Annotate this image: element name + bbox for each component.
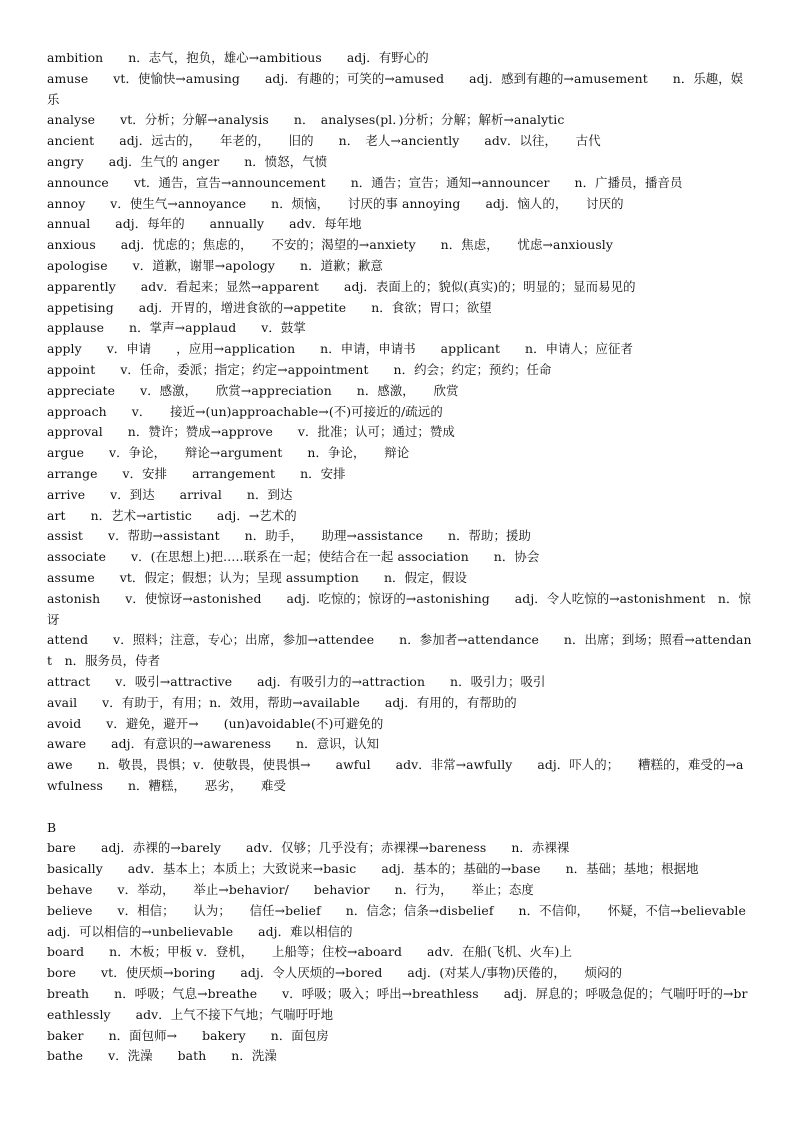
vocab-entry-avoid: avoid v．避免，避开→ (un)avoidable(不)可避免的 <box>47 715 384 731</box>
vocab-entry-ancient: ancient adj．远古的， 年老的， 旧的 n． 老人→anciently adv．以往， 古代 <box>47 133 601 149</box>
vocab-entry-associate: associate v．(在思想上)把…..联系在一起；使结合在一起 association n．协会 <box>47 549 540 565</box>
vocab-entry-applause: applause n．掌声→applaud v．鼓掌 <box>47 320 306 336</box>
vocab-entry-assist: assist v．帮助→assistant n．助手， 助理→assistance n．帮助；援助 <box>47 528 532 544</box>
section-letter-b: B <box>47 819 57 835</box>
vocab-entry-argue: argue v．争论， 辩论→argument n．争论， 辩论 <box>47 445 410 461</box>
vocab-entry-art: art n．艺术→artistic adj．→艺术的 <box>47 507 297 523</box>
vocab-entry-assume: assume vt．假定；假想；认为；呈现 assumption n．假定，假设 <box>47 569 468 585</box>
vocab-entry-behave: behave v．举动， 举止→behavior/ behavior n．行为， 举止；态度 <box>47 882 534 898</box>
document-page <box>47 48 771 1067</box>
vocab-entry-angry: angry adj．生气的 anger n．愤怒，气愤 <box>47 153 328 169</box>
vocab-entry-apply: apply v．申请 ，应用→application n．申请，申请书 applicant n．申请人；应征者 <box>47 341 634 357</box>
vocab-entry-appoint: appoint v．任命，委派；指定；约定→appointment n．约会；约定；预约；任命 <box>47 361 552 377</box>
vocab-entry-arrive: arrive v．到达 arrival n．到达 <box>47 486 293 502</box>
vocab-entry-bare: bare adj．赤裸的→barely adv．仅够；几乎没有；赤裸裸→bareness n．赤裸裸 <box>47 840 570 856</box>
vocab-entry-aware: aware adj．有意识的→awareness n．意识，认知 <box>47 736 380 752</box>
vocab-entry-awe: awe n．敬畏，畏惧；v．使敬畏，使畏惧→ awful adv．非常→awfully adj．吓人的； 糟糕的，难受的→awfulness n．糟糕， 恶劣， 难受 <box>47 757 744 793</box>
vocab-entry-amuse: amuse vt．使愉快→amusing adj．有趣的；可笑的→amused adj．感到有趣的→amusement n．乐趣，娱乐 <box>47 70 744 107</box>
section-gap <box>47 797 752 818</box>
vocab-entry-anxious: anxious adj．忧虑的；焦虑的， 不安的；渴望的→anxiety n．焦虑， 忧虑→anxiously <box>47 237 613 253</box>
vocab-entry-appreciate: appreciate v．感激， 欣赏→appreciation n．感激， 欣赏 <box>47 382 459 398</box>
vocab-entry-baker: baker n．面包师→ bakery n．面包房 <box>47 1027 329 1043</box>
vocab-entry-attract: attract v．吸引→attractive adj．有吸引力的→attraction n．吸引力；吸引 <box>47 673 546 689</box>
vocab-entry-attend: attend v．照料；注意，专心；出席，参加→attendee n．参加者→attendance n．出席；到场；照看→attendant n．服务员，侍者 <box>47 632 752 669</box>
vocab-entry-board: board n．木板；甲板 v．登机， 上船等；住校→aboard adv．在船(飞机、火车)上 <box>47 944 572 960</box>
vocab-entry-breath: breath n．呼吸；气息→breathe v．呼吸；吸入；呼出→breathless adj．屏息的；呼吸急促的；气喘吁吁的→breathlessly adv．上气不接下气地；气喘吁吁地 <box>47 986 748 1022</box>
vocab-entry-astonish: astonish v．使惊讶→astonished adj．吃惊的；惊讶的→astonishing adj．令人吃惊的→astonishment n．惊讶 <box>47 590 751 627</box>
vocab-entry-annoy: annoy v．使生气→annoyance n．烦恼， 讨厌的事 annoying adj．恼人的， 讨厌的 <box>47 195 624 211</box>
vocab-entry-bore: bore vt．使厌烦→boring adj．令人厌烦的→bored adj．(对某人/事物)厌倦的， 烦闷的 <box>47 965 623 981</box>
vocab-entry-announce: announce vt．通告，宣告→announcement n．通告；宣告；通知→announcer n．广播员，播音员 <box>47 174 683 190</box>
vocab-entry-arrange: arrange v．安排 arrangement n．安排 <box>47 465 346 481</box>
section-a <box>47 48 752 797</box>
vocab-entry-avail: avail v．有助于，有用；n．效用，帮助→available adj．有用的，有帮助的 <box>47 694 517 710</box>
section-b <box>47 818 771 1068</box>
vocab-entry-ambition: ambition n．志气，抱负，雄心→ambitious adj．有野心的 <box>47 50 429 65</box>
vocab-entry-basically: basically adv．基本上；本质上；大致说来→basic adj．基本的；基础的→base n．基础；基地；根据地 <box>47 861 699 877</box>
vocab-entry-believe: believe v．相信； 认为； 信任→belief n．信念；信条→disbelief n．不信仰， 怀疑，不信→believable adj．可以相信的→unbelievable adj．难以相信的 <box>47 902 771 939</box>
vocab-entry-apologise: apologise v．道歉，谢罪→apology n．道歉；歉意 <box>47 257 384 273</box>
vocab-entry-analyse: analyse vt．分析；分解→analysis n． analyses(pl．)分析；分解；解析→analytic <box>47 112 565 128</box>
vocab-entry-annual: annual adj．每年的 annually adv．每年地 <box>47 216 362 232</box>
vocab-entry-approval: approval n．赞许；赞成→approve v．批准；认可；通过；赞成 <box>47 424 455 440</box>
vocab-entry-bathe: bathe v．洗澡 bath n．洗澡 <box>47 1048 277 1064</box>
vocab-entry-appetising: appetising adj．开胃的，增进食欲的→appetite n．食欲；胃口；欲望 <box>47 299 492 315</box>
vocab-entry-approach: approach v． 接近→(un)approachable→(不)可接近的/疏远的 <box>47 403 443 419</box>
vocab-entry-apparently: apparently adv．看起来；显然→apparent adj．表面上的；貌似(真实)的；明显的；显而易见的 <box>47 278 636 294</box>
